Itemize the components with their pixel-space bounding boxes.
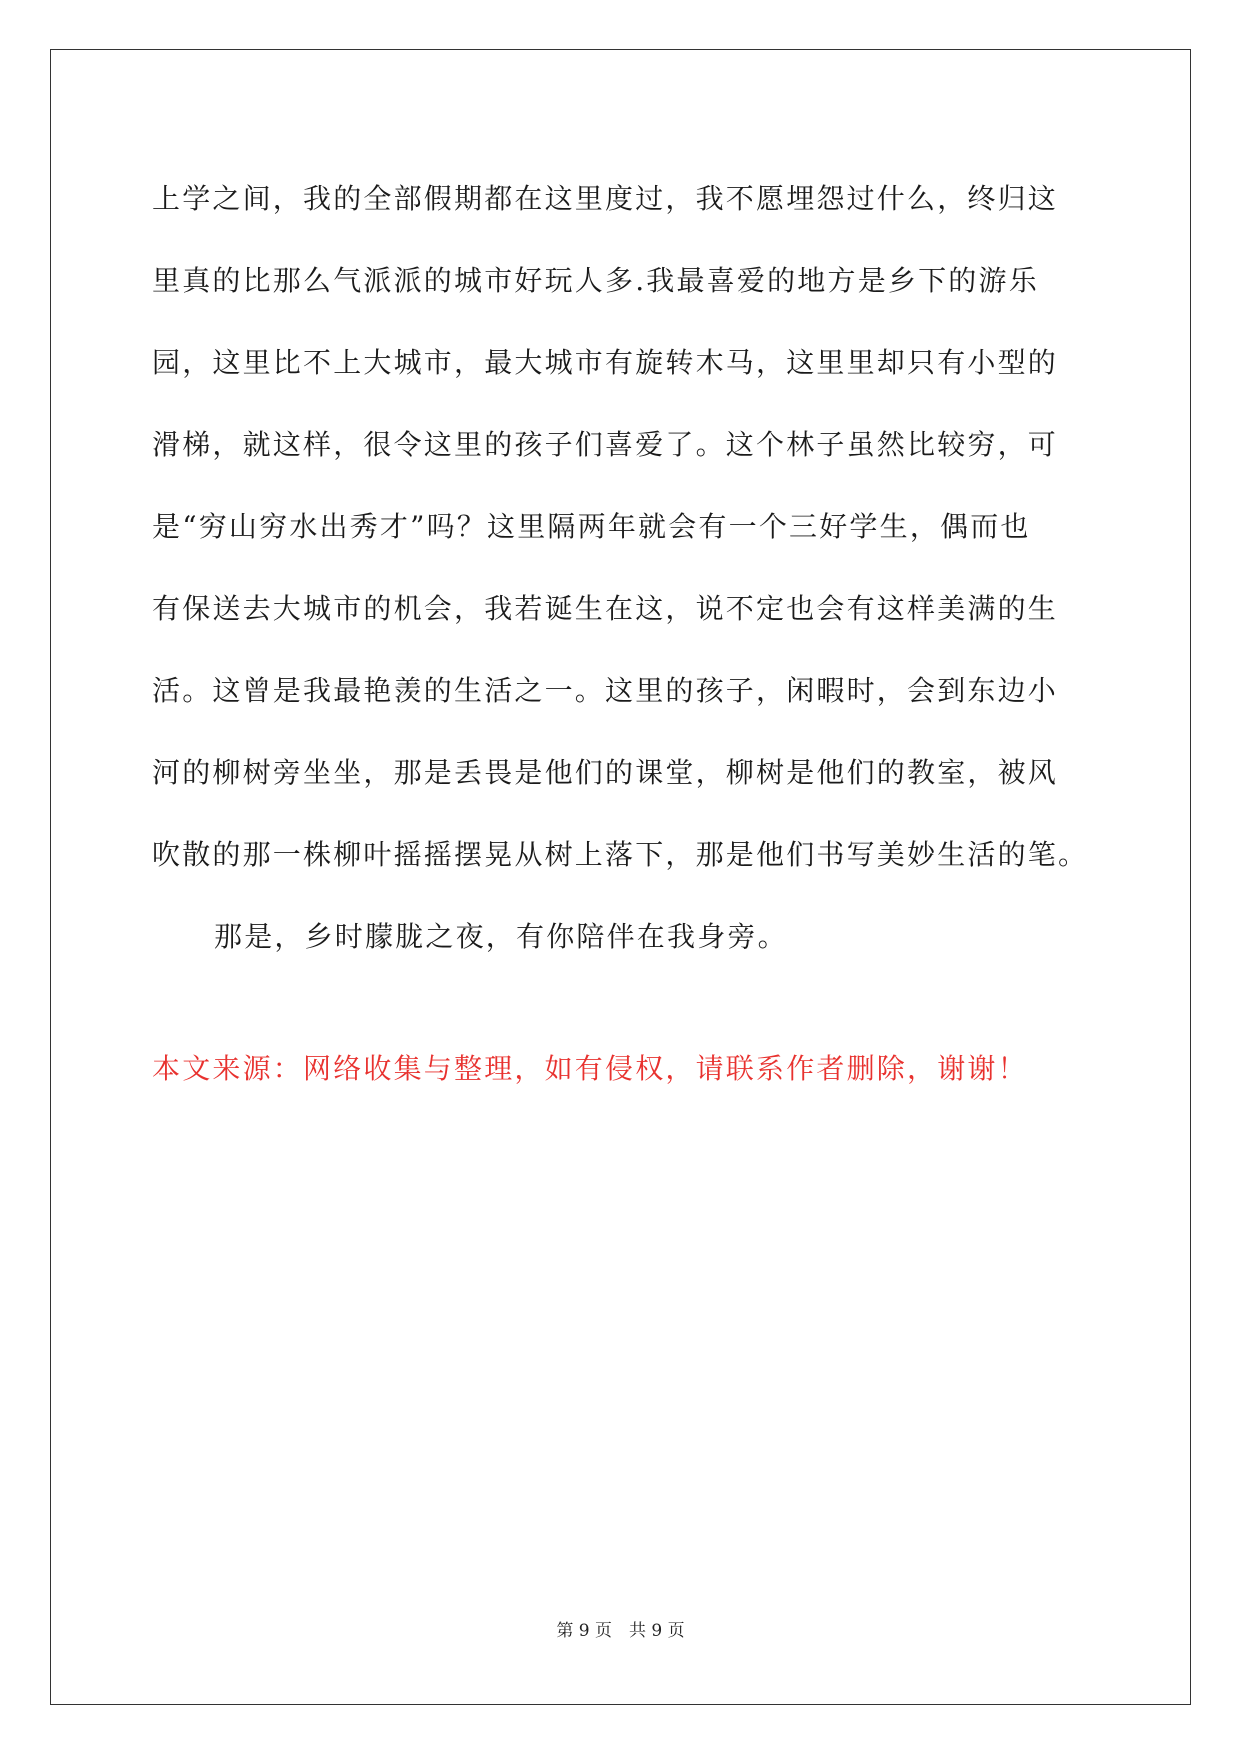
paragraph-line-1: 上学之间，我的全部假期都在这里度过，我不愿埋怨过什么，终归这 xyxy=(152,182,1059,215)
paragraph-line-8: 河的柳树旁坐坐，那是丢畏是他们的课堂，柳树是他们的教室，被风 xyxy=(152,756,1059,789)
paragraph-line-6: 有保送去大城市的机会，我若诞生在这，说不定也会有这样美满的生 xyxy=(152,592,1059,625)
closing-line: 那是，乡时朦胧之夜，有你陪伴在我身旁。 xyxy=(214,920,788,953)
paragraph-line-7: 活。这曾是我最艳羡的生活之一。这里的孩子，闲暇时，会到东边小 xyxy=(152,674,1059,707)
paragraph-line-2: 里真的比那么气派派的城市好玩人多.我最喜爱的地方是乡下的游乐 xyxy=(152,264,1039,297)
source-note: 本文来源：网络收集与整理，如有侵权，请联系作者删除，谢谢！ xyxy=(152,1052,1028,1085)
paragraph-line-3: 园，这里比不上大城市，最大城市有旋转木马，这里里却只有小型的 xyxy=(152,346,1059,379)
body-text xyxy=(152,158,1112,978)
paragraph-line-4: 滑梯，就这样，很令这里的孩子们喜爱了。这个林子虽然比较穷，可 xyxy=(152,428,1059,461)
page-number-footer: 第 9 页 共 9 页 xyxy=(556,1621,685,1641)
paragraph-line-9: 吹散的那一株柳叶摇摇摆晃从树上落下，那是他们书写美妙生活的笔。 xyxy=(152,838,1089,871)
paragraph-line-5: 是“穷山穷水出秀才”吗？这里隔两年就会有一个三好学生，偶而也 xyxy=(152,510,1031,543)
